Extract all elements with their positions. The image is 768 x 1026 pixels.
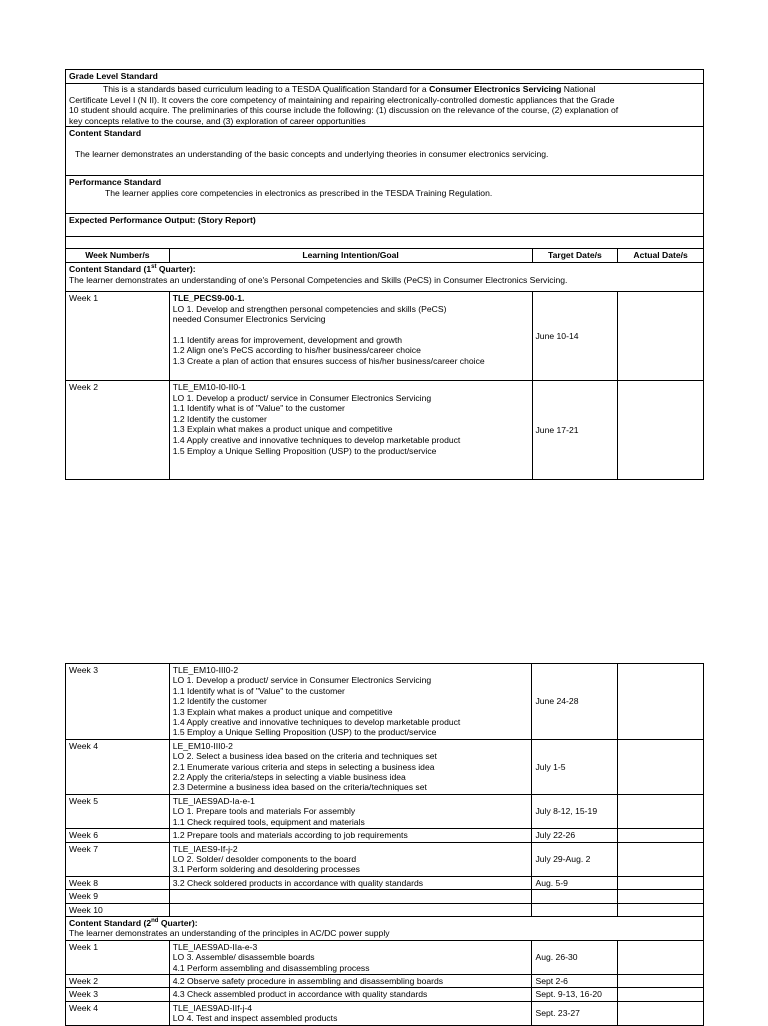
content-standard-row [66,127,704,176]
target-date-cell: July 22-26 [532,829,618,842]
table-row [66,890,704,903]
week-cell: Week 8 [66,876,170,889]
table-row [66,842,704,876]
page1-table [65,69,704,480]
week-cell: Week 2 [66,974,170,987]
expected-output-row [66,214,704,237]
actual-date-cell [618,890,704,903]
target-date-cell: June 17-21 [532,380,618,479]
grade-level-heading: Grade Level Standard [69,71,158,81]
target-date-cell [532,890,618,903]
goal-cell: TLE_EM10-III0-2 LO 1. Develop a product/ service in Consumer Electronics Servicing 1.1 Identify what is of "Value" to the customer 1.2 Identify the customer 1.3 Explain what makes a product unique and competitive 1.4 Apply creative and innovative techniques to develop marketable product 1.5 Employ a Unique Selling Proposition (USP) to the product/service [169,664,532,740]
target-date-cell: Sept. 23-27 [532,1001,618,1025]
q1-content-standard-text: The learner demonstrates an understanding of one's Personal Competencies and Skills (PeCS) in Consumer Electronics Servicing. [69,274,568,285]
q2-content-standard-text: The learner demonstrates an understanding of the principles in AC/DC power supply [69,928,390,939]
target-date-cell: Sept 2-6 [532,974,618,987]
target-date-cell: July 8-12, 15-19 [532,794,618,828]
week-cell: Week 3 [66,664,170,740]
table-row [66,974,704,987]
q1-content-standard-row [66,262,704,291]
goal-cell: TLE_IAES9AD-IIa-e-3 LO 3. Assemble/ disassemble boards 4.1 Perform assembling and disassembling process [169,940,532,974]
week-cell: Week 2 [66,380,170,479]
table-row [66,1001,704,1025]
actual-date-cell [618,380,704,479]
week-cell: Week 5 [66,794,170,828]
actual-date-cell [618,291,704,380]
column-header-row [66,249,704,263]
goal-cell: TLE_IAES9AD-Ia-e-1 LO 1. Prepare tools and materials For assembly 1.1 Check required tools, equipment and materials [169,794,532,828]
goal-cell: 4.3 Check assembled product in accordance with quality standards [169,988,532,1001]
table-row [66,940,704,974]
week-cell: Week 4 [66,739,170,794]
week-cell: Week 1 [66,940,170,974]
q2-content-standard-row [66,916,704,940]
goal-cell: TLE_IAES9AD-IIf-j-4 LO 4. Test and inspect assembled products [169,1001,532,1025]
target-date-cell: July 29-Aug. 2 [532,842,618,876]
page2-table [65,663,704,1026]
table-row [66,876,704,889]
target-date-cell: Aug. 5-9 [532,876,618,889]
goal-cell [169,903,532,916]
week-cell: Week 10 [66,903,170,916]
table-row [66,829,704,842]
q2-content-standard-label: Content Standard (2nd Quarter): [69,917,198,928]
actual-date-cell [618,876,704,889]
target-date-cell: Aug. 26-30 [532,940,618,974]
target-date-cell: June 24-28 [532,664,618,740]
table-row [66,903,704,916]
goal-cell: 4.2 Observe safety procedure in assembling and disassembling boards [169,974,532,987]
table-row [66,380,704,479]
target-date-cell: July 1-5 [532,739,618,794]
performance-standard-text: The learner applies core competencies in electronics as prescribed in the TESDA Training Regulation. [105,187,493,198]
week-cell: Week 4 [66,1001,170,1025]
consumer-electronics-term: Consumer Electronics Servicing [429,84,562,94]
actual-date-cell [618,903,704,916]
q1-content-standard-label: Content Standard (1st Quarter): [69,263,196,274]
goal-cell: TLE_PECS9-00-1. LO 1. Develop and strengthen personal competencies and skills (PeCS) needed Consumer Electronics Servicing 1.1 Identify areas for improvement, development and growth 1.2 Align one's PeCS according to his/her business/career choice 1.3 Create a plan of action that ensures success of his/her business/career choice [169,291,532,380]
week-cell: Week 1 [66,291,170,380]
content-standard-heading: Content Standard [69,128,142,139]
goal-cell: TLE_IAES9-If-j-2 LO 2. Solder/ desolder components to the board 3.1 Perform soldering and desoldering processes [169,842,532,876]
week-cell: Week 3 [66,988,170,1001]
table-row [66,664,704,740]
goal-cell: 3.2 Check soldered products in accordance with quality standards [169,876,532,889]
table-row [66,988,704,1001]
performance-standard-heading: Performance Standard [69,177,162,188]
goal-cell [169,890,532,903]
actual-date-cell [618,829,704,842]
table-row [66,291,704,380]
target-date-cell [532,903,618,916]
blank-row [66,237,704,249]
target-date-cell: Sept. 9-13, 16-20 [532,988,618,1001]
actual-date-cell [618,988,704,1001]
table-row [66,794,704,828]
header-actual: Actual Date/s [618,249,704,263]
grade-level-text: This is a standards based curriculum leading to a TESDA Qualification Standard for a Consumer Electronics Servicing National [103,84,596,94]
target-date-cell: June 10-14 [532,291,618,380]
actual-date-cell [618,664,704,740]
goal-cell: TLE_EM10-I0-II0-1 LO 1. Develop a product/ service in Consumer Electronics Servicing 1.1 Identify what is of "Value" to the customer 1.2 Identify the customer 1.3 Explain what makes a product unique and competitive 1.4 Apply creative and innovative techniques to develop marketable product 1.5 Employ a Unique Selling Proposition (USP) to the product/service [169,380,532,479]
week-cell: Week 6 [66,829,170,842]
goal-cell: LE_EM10-III0-2 LO 2. Select a business idea based on the criteria and techniques set 2.1 Enumerate various criteria and steps in selecting a business idea 2.2 Apply the criteria/steps in selecting a viable business idea 2.3 Determine a business idea based on the criteria/techniques set [169,739,532,794]
performance-standard-row [66,176,704,214]
grade-level-text-row: This is a standards based curriculum leading to a TESDA Qualification Standard for a Consumer Electronics Servicing National Certificate Level I (N II). It covers the core competency of maintaining and repairing electronically-controlled domestic appliances that the Grade 10 student should acquire. The preliminaries of this course include the following: (1) discussion on the relevance of the course, (2) explanation of key concepts relative to the course, and (3) exploration of career opportunities [66,84,704,127]
actual-date-cell [618,739,704,794]
actual-date-cell [618,1001,704,1025]
grade-level-heading-row [66,70,704,84]
header-week: Week Number/s [66,249,170,263]
header-target: Target Date/s [532,249,618,263]
week-cell: Week 9 [66,890,170,903]
actual-date-cell [618,842,704,876]
content-standard-text: The learner demonstrates an understanding of the basic concepts and underlying theories in consumer electronics servicing. [75,148,549,159]
actual-date-cell [618,794,704,828]
table-row [66,739,704,794]
actual-date-cell [618,940,704,974]
header-goal: Learning Intention/Goal [169,249,532,263]
goal-cell: 1.2 Prepare tools and materials according to job requirements [169,829,532,842]
actual-date-cell [618,974,704,987]
week-cell: Week 7 [66,842,170,876]
expected-output-heading: Expected Performance Output: (Story Report) [69,215,256,226]
